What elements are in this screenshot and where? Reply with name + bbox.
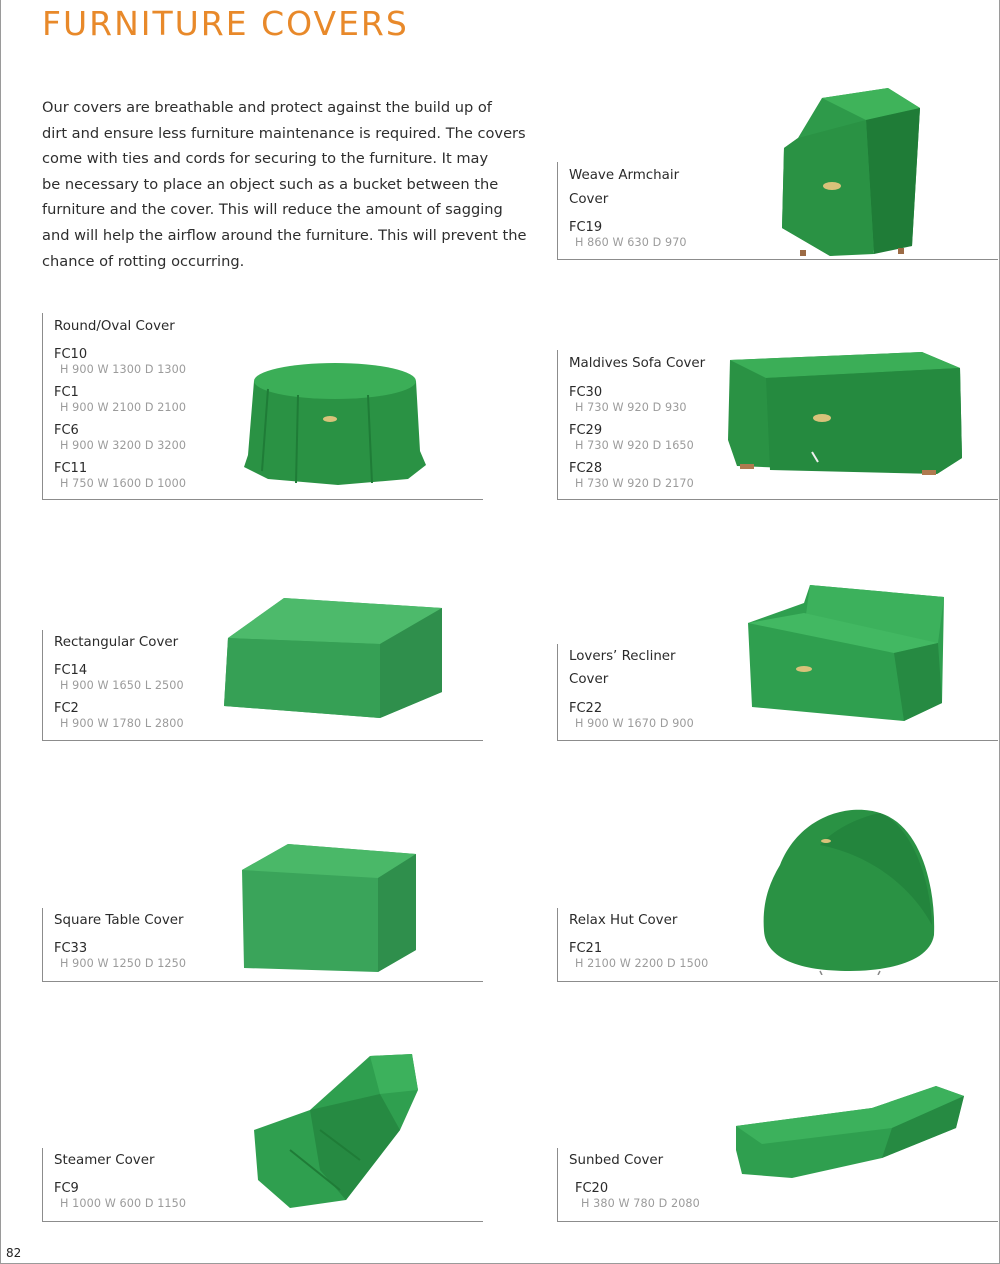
product-name: Relax Hut Cover <box>569 913 678 928</box>
product-code: FC21 <box>569 941 603 956</box>
product-code: FC11 <box>54 461 88 476</box>
product-dimensions: H 900 W 1780 L 2800 <box>60 717 184 730</box>
product-dimensions: H 750 W 1600 D 1000 <box>60 477 187 490</box>
product-dimensions: H 730 W 920 D 1650 <box>575 439 694 452</box>
product-dimensions: H 2100 W 2200 D 1500 <box>575 957 709 970</box>
sunbed-cover-illustration <box>732 1078 968 1182</box>
page-number: 82 <box>6 1246 22 1260</box>
product-code: FC20 <box>575 1181 609 1196</box>
product-code: FC6 <box>54 423 79 438</box>
product-dimensions: H 900 W 1300 D 1300 <box>60 363 187 376</box>
product-dimensions: H 900 W 3200 D 3200 <box>60 439 187 452</box>
product-variant <box>54 423 186 453</box>
product-code: FC28 <box>569 461 603 476</box>
rectangular-table-cover-photo <box>220 588 448 722</box>
product-dimensions: H 860 W 630 D 970 <box>575 236 687 249</box>
intro-line: dirt and ensure less furniture maintenance is required. The covers <box>42 124 526 142</box>
product-variant <box>569 461 694 491</box>
product-dimensions: H 900 W 1670 D 900 <box>575 717 694 730</box>
bench-cover-photo <box>744 583 946 723</box>
product-name: Steamer Cover <box>54 1153 155 1168</box>
intro-paragraph <box>42 95 527 274</box>
card-rule-horizontal <box>42 981 483 982</box>
page-title: FURNITURE COVERS <box>42 4 409 43</box>
product-variant <box>54 385 186 415</box>
product-dimensions: H 1000 W 600 D 1150 <box>60 1197 187 1210</box>
card-rule-vertical <box>42 908 43 982</box>
intro-line: be necessary to place an object such as a bucket between the <box>42 175 499 193</box>
product-variant <box>54 461 186 491</box>
card-rule-horizontal <box>557 1221 998 1222</box>
card-rule-vertical <box>557 908 558 982</box>
card-rule-horizontal <box>557 499 998 500</box>
relax-hut-cover-photo <box>760 805 938 975</box>
card-rule-vertical <box>557 1148 558 1222</box>
product-name: Weave Armchair <box>569 168 680 183</box>
product-name: Maldives Sofa Cover <box>569 356 706 371</box>
product-variant <box>54 701 184 731</box>
square-table-cover-photo <box>238 840 420 974</box>
intro-line: chance of rotting occurring. <box>42 252 245 270</box>
round-table-cover-photo <box>238 355 433 487</box>
card-rule-horizontal <box>42 1221 483 1222</box>
steamer-chair-cover-illustration <box>250 1050 422 1210</box>
intro-line: come with ties and cords for securing to the furniture. It may <box>42 150 489 168</box>
product-code: FC19 <box>569 220 603 235</box>
rectangular-table-cover-illustration <box>220 588 448 722</box>
intro-line: and will help the airflow around the furniture. This will prevent the <box>42 226 527 244</box>
square-table-cover-illustration <box>238 840 420 974</box>
relax-hut-cover-illustration <box>760 805 938 975</box>
card-rule-horizontal <box>42 499 483 500</box>
armchair-cover-illustration <box>770 78 930 258</box>
product-variant <box>569 220 687 250</box>
product-name: Rectangular Cover <box>54 635 179 650</box>
card-rule-horizontal <box>42 740 483 741</box>
product-variant <box>569 385 687 415</box>
steamer-chair-cover-photo <box>250 1050 422 1210</box>
product-variant <box>569 423 694 453</box>
product-dimensions: H 900 W 2100 D 2100 <box>60 401 187 414</box>
armchair-cover-photo <box>770 78 930 258</box>
product-dimensions: H 900 W 1650 L 2500 <box>60 679 184 692</box>
product-dimensions: H 730 W 920 D 930 <box>575 401 687 414</box>
card-rule-horizontal <box>557 259 998 260</box>
card-rule-vertical <box>557 350 558 500</box>
card-rule-horizontal <box>557 981 998 982</box>
card-rule-vertical <box>42 630 43 741</box>
round-table-cover-illustration <box>238 355 433 487</box>
product-dimensions: H 730 W 920 D 2170 <box>575 477 694 490</box>
product-code: FC2 <box>54 701 79 716</box>
intro-line: Our covers are breathable and protect against the build up of <box>42 99 492 116</box>
intro-line: furniture and the cover. This will reduce the amount of sagging <box>42 201 503 219</box>
product-name: Cover <box>569 192 609 207</box>
product-name: Lovers’ Recliner <box>569 649 676 664</box>
product-name: Square Table Cover <box>54 913 184 928</box>
card-rule-vertical <box>42 1148 43 1222</box>
bench-cover-illustration <box>744 583 946 723</box>
product-code: FC30 <box>569 385 603 400</box>
sunbed-cover-photo <box>732 1078 968 1182</box>
sofa-cover-illustration <box>722 348 967 480</box>
product-name: Round/Oval Cover <box>54 319 175 334</box>
card-rule-vertical <box>557 644 558 741</box>
product-code: FC1 <box>54 385 79 400</box>
product-variant <box>569 941 708 971</box>
product-code: FC29 <box>569 423 603 438</box>
product-name: Sunbed Cover <box>569 1153 664 1168</box>
card-rule-vertical <box>42 313 43 500</box>
sofa-cover-photo <box>722 348 967 480</box>
product-variant <box>54 347 186 377</box>
product-code: FC9 <box>54 1181 79 1196</box>
product-variant <box>54 1181 186 1211</box>
product-code: FC22 <box>569 701 603 716</box>
product-name: Cover <box>569 672 609 687</box>
product-variant <box>54 663 184 693</box>
product-code: FC10 <box>54 347 88 362</box>
product-variant <box>54 941 186 971</box>
product-code: FC14 <box>54 663 88 678</box>
product-code: FC33 <box>54 941 88 956</box>
product-variant <box>575 1181 700 1211</box>
product-dimensions: H 380 W 780 D 2080 <box>581 1197 700 1210</box>
product-variant <box>569 701 694 731</box>
product-dimensions: H 900 W 1250 D 1250 <box>60 957 187 970</box>
card-rule-vertical <box>557 162 558 260</box>
card-rule-horizontal <box>557 740 998 741</box>
